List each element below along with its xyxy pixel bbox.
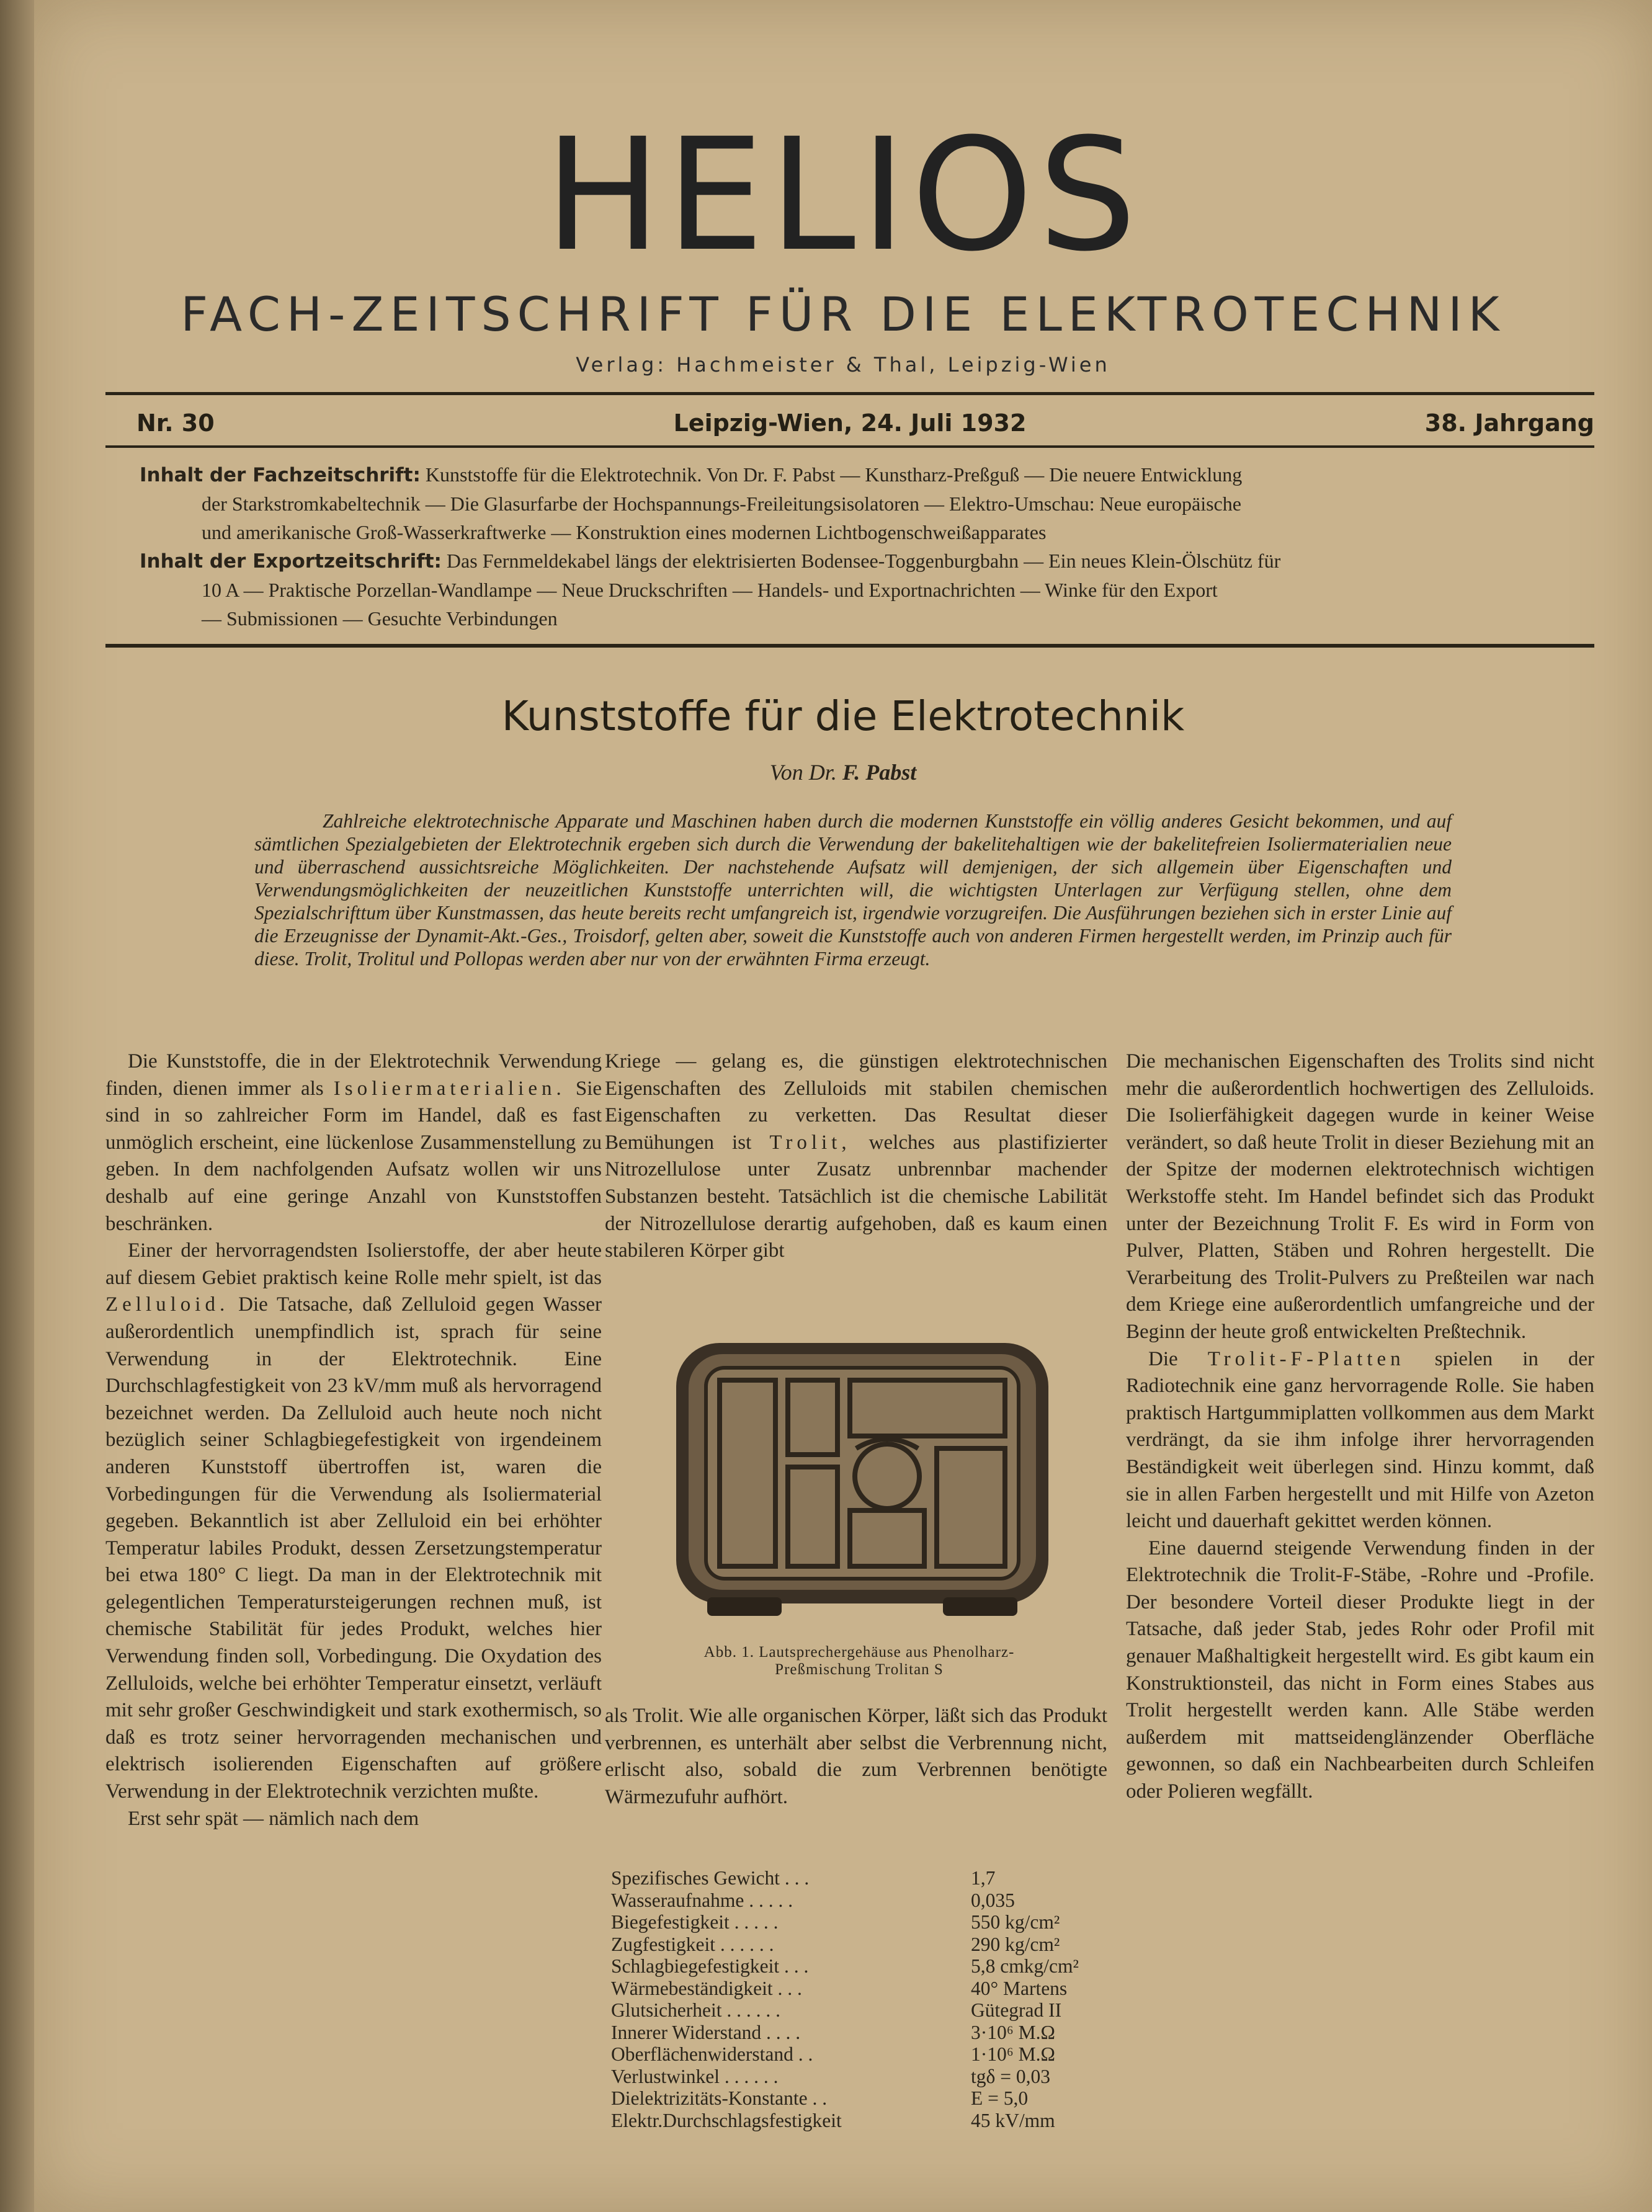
paragraph: Einer der hervorragendsten Isolierstoffe, der aber heute auf diesem Gebiet praktisch keine Rolle mehr spielt, ist das Zelluloid. Die Tatsache, daß Zelluloid gegen Wasser außerordentlich unempfindlich ist, sprach für seine Verwendung in der Elektrotechnik. Eine Durchschlagfestigkeit von 23 kV/mm muß als hervorragend bezeichnet werden. Da Zelluloid auch heute noch nicht bezüglich seiner Schlagbiegefestigkeit von irgendeinem anderen Kunststoff übertroffen ist, waren die Vorbedingungen für die Verwendung als Isoliermaterial gegeben. Bekanntlich ist aber Zelluloid ein bei erhöhter Temperatur labiles Produkt, dessen Zersetzungstemperatur bei etwa 180° C liegt. Da man in der Elektrotechnik mit gelegentlichen Temperatursteigerungen rechnen muß, ist chemische Stabilität für jedes Produkt, welches hier Verwendung finden soll, Vorbedingung. Die Oxydation des Zelluloids, welche bei erhöhter Temperatur einsetzt, verläuft mit sehr großer Geschwindigkeit und stark exothermisch, so daß es trotz seiner hervorragenden mechanischen und elektrisch isolierenden Eigenschaften auf größere Verwendung in der Elektrotechnik verzichten mußte.	[105, 1239, 602, 1803]
text-column-3	[1126, 1048, 1594, 1806]
property-row: Biegefestigkeit . . . . . 550 kg/cm²	[611, 1911, 1060, 1933]
property-row: Wärmebeständigkeit . . . 40° Martens	[611, 1977, 1068, 1999]
contents-fach-line2: der Starkstromkabeltechnik — Die Glasurfarbe der Hochspannungs-Freileitungsisolatoren — Elektro-Umschau: Neue europäische	[202, 493, 1241, 515]
paragraph: als Trolit. Wie alle organischen Körper, läßt sich das Produkt verbrennen, es unterhält aber selbst die Verbrennung nicht, erlischt also, sobald die zum Verbrennen benötigte Wärmezufuhr aufhört.	[605, 1705, 1107, 1808]
property-row: Oberflächenwiderstand . . 1·10⁶ M.Ω	[611, 2043, 1055, 2065]
properties-table	[611, 1867, 1107, 2131]
paragraph: Kriege — gelang es, die günstigen elektrotechnischen Eigenschaften des Zelluloids mit stabilen chemischen Eigenschaften zu verketten. Das Resultat dieser Bemühungen ist Trolit, welches aus plastifizierter Nitrozellulose unter Zusatz unbrennbar machender Substanzen besteht. Tatsächlich ist die chemische Labilität der Nitrozellulose derartig aufgehoben, daß es kaum einen stabileren Körper gibt	[605, 1050, 1108, 1262]
paragraph: Eine dauernd steigende Verwendung finden in der Elektrotechnik die Trolit-F-Stäbe, -Rohre und -Profile. Der besondere Vorteil dieser Produkte liegt in der Tatsache, daß jeder Stab, jedes Rohr oder Profil mit genauer Maßhaltigkeit hergestellt wird. Es gibt kaum ein Konstruktionsteil, das nicht in Form eines Stabes aus Trolit hergestellt werden kann. Alle Stäbe werden außerdem mit mattseidenglänzender Oberfläche gewonnen, so daß ein Nachbearbeiten durch Schleifen oder Polieren wegfällt.	[1126, 1536, 1594, 1803]
issue-info-row	[105, 404, 1594, 442]
property-row: Zugfestigkeit . . . . . . 290 kg/cm²	[611, 1933, 1060, 1955]
property-row: Glutsicherheit . . . . . . Gütegrad II	[611, 1999, 1062, 2021]
property-row: Elektr.Durchschlagsfestigkeit 45 kV/mm	[611, 2109, 1055, 2131]
article-title: Kunststoffe für die Elektrotechnik	[501, 692, 1185, 740]
issue-volume: 38. Jahrgang	[1424, 409, 1594, 437]
publisher-line: Verlag: Hachmeister & Thal, Leipzig-Wien	[576, 353, 1110, 377]
contents-export-label: Inhalt der Exportzeitschrift:	[140, 550, 442, 573]
contents-export-line1: Inhalt der Exportzeitschrift: Das Fernmeldekabel längs der elektrisierten Bodensee-Toggenburgbahn — Ein neues Klein-Ölschütz für	[140, 550, 1281, 573]
contents-fach-line3: und amerikanische Groß-Wasserkraftwerke — Konstruktion eines modernen Lichtbogenschweißapparates	[202, 521, 1047, 543]
masthead-subtitle: FACH-ZEITSCHRIFT FÜR DIE ELEKTROTECHNIK	[181, 287, 1506, 342]
contents-export-line3: — Submissionen — Gesuchte Verbindungen	[202, 607, 558, 630]
paragraph: Die mechanischen Eigenschaften des Trolits sind nicht mehr die außerordentlich hochwertigen des Zelluloids. Die Isolierfähigkeit dagegen wurde in keiner Weise verändert, so daß heute Trolit in dieser Beziehung mit an der Spitze der modernen elektrotechnisch wichtigen Werkstoffe steht. Im Handel befindet sich das Produkt unter der Bezeichnung Trolit F. Es wird in Form von Pulver, Platten, Stäben und Rohren hergestellt. Die Verarbeitung des Trolit-Pulvers zu Preßteilen war nach dem Kriege eine außerordentlich umfangreiche und der Beginn der heute groß entwickelten Preßtechnik.	[1126, 1050, 1594, 1343]
property-row: Verlustwinkel . . . . . . tgδ = 0,03	[611, 2065, 1050, 2087]
header-rule-top	[105, 392, 1594, 395]
header-rule-bottom	[105, 644, 1594, 648]
paragraph: Die Trolit-F-Platten spielen in der Radiotechnik eine ganz hervorragende Rolle. Sie haben praktisch Hartgummiplatten vollkommen aus dem Markt verdrängt, da sie ihm infolge ihrer hervorragenden Beständigkeit weit überlegen sind. Hinzu kommt, daß sie in allen Farben hergestellt und mit Hilfe von Azeton leicht und dauerhaft gekittet werden können.	[1126, 1347, 1595, 1533]
article-byline: Von Dr. F. Pabst	[769, 760, 917, 785]
text-column-2-top	[605, 1048, 1107, 1265]
loudspeaker-housing-image	[670, 1337, 1055, 1622]
text-column-2-bottom	[605, 1703, 1107, 1811]
contents-fach-line1: Inhalt der Fachzeitschrift: Kunststoffe für die Elektrotechnik. Von Dr. F. Pabst — Kunstharz-Preßguß — Die neuere Entwicklung	[140, 463, 1243, 486]
property-row: Schlagbiegefestigkeit . . . 5,8 cmkg/cm²	[611, 1955, 1079, 1977]
contents-export-line2: 10 A — Praktische Porzellan-Wandlampe — Neue Druckschriften — Handels- und Exportnachrichten — Winke für den Export	[202, 579, 1218, 601]
masthead-title: HELIOS	[544, 105, 1142, 285]
property-row: Wasseraufnahme . . . . . 0,035	[611, 1889, 1015, 1911]
property-row: Dielektrizitäts-Konstante . . E = 5,0	[611, 2087, 1029, 2109]
property-row: Spezifisches Gewicht . . . 1,7	[611, 1867, 996, 1889]
issue-date: Leipzig-Wien, 24. Juli 1932	[673, 409, 1027, 437]
text-column-1	[105, 1048, 602, 1832]
contents-fach-label: Inhalt der Fachzeitschrift:	[140, 464, 421, 486]
binding-spine	[0, 0, 34, 2212]
paragraph: Erst sehr spät — nämlich nach dem	[128, 1807, 419, 1830]
figure-caption: Abb. 1. Lautsprechergehäuse aus Phenolharz- Preßmischung Trolitan S	[703, 1644, 1015, 1678]
author-name: F. Pabst	[842, 760, 917, 785]
issue-number: Nr. 30	[136, 409, 215, 437]
article-abstract: Zahlreiche elektrotechnische Apparate und Maschinen haben durch die modernen Kunststoffe ein völlig anderes Gesicht bekommen, und auf sämtlichen Spezialgebieten der Elektrotechnik ergeben sich durch die Verwendung der bakelitehaltigen wie der bakelitefreien Isoliermaterialien neue und überraschend aussichtsreiche Möglichkeiten. Der nachstehende Aufsatz will demjenigen, der sich allgemein über Eigenschaften und Verwendungsmöglichkeiten der neuzeitlichen Kunststoffe unterrichten will, die wichtigsten Unterlagen zur Verfügung stellen, ohne dem Spezialschrifttum über Kunstmassen, das heute bereits recht umfangreich ist, irgendwie vorzugreifen. Die Ausführungen beziehen sich in erster Linie auf die Erzeugnisse der Dynamit-Akt.-Ges., Troisdorf, gelten aber, soweit die Kunststoffe auch von anderen Firmen hergestellt werden, im Prinzip auch für diese. Trolit, Trolitul und Pollopas werden aber nur von der erwähnten Firma erzeugt.	[254, 810, 1452, 970]
property-row: Innerer Widerstand . . . . 3·10⁶ M.Ω	[611, 2021, 1055, 2043]
journal-page	[34, 0, 1652, 2212]
paragraph: Die Kunststoffe, die in der Elektrotechnik Verwendung finden, dienen immer als Isoliermaterialien. Sie sind in so zahlreicher Form im Handel, daß es fast unmöglich erscheint, eine lückenlose Zusammenstellung zu geben. In dem nachfolgenden Aufsatz wollen wir uns deshalb auf eine geringe Anzahl von Kunststoffen beschränken.	[105, 1050, 602, 1235]
header-rule-middle	[105, 445, 1594, 448]
contents-fach	[140, 460, 1594, 633]
